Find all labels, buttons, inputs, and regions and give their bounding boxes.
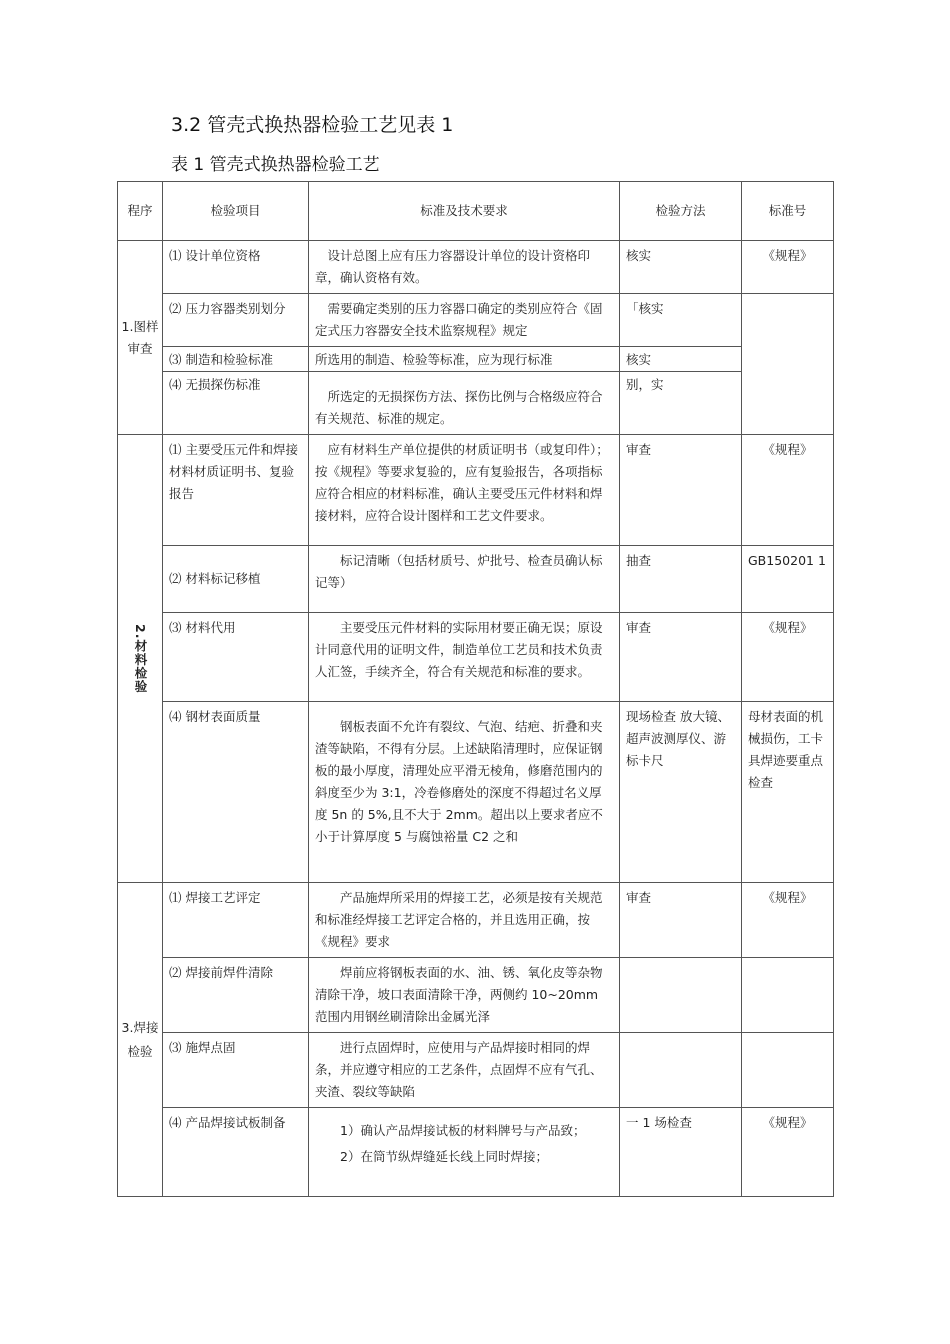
- req-cell: 所选用的制造、检验等标准，应为现行标准: [309, 347, 620, 372]
- req-cell: 进行点固焊时，应使用与产品焊接时相同的焊条，并应遵守相应的工艺条件，点固焊不应有气孔、夹渣、裂纹等缺陷: [309, 1033, 620, 1108]
- table-row: [118, 546, 834, 613]
- table-row: [118, 372, 834, 435]
- item-cell: ⑵ 材料标记移植: [163, 546, 309, 613]
- req-cell: 需要确定类别的压力容器口确定的类别应符合《固定式压力容器安全技术监察规程》规定: [309, 294, 620, 347]
- section-heading: 3.2 管壳式换热器检验工艺见表 1: [171, 114, 454, 136]
- inspection-table: [117, 181, 834, 1197]
- item-cell: ⑷ 产品焊接试板制备: [163, 1108, 309, 1197]
- std-cell: 《规程》: [742, 1108, 834, 1197]
- table-row: [118, 294, 834, 347]
- item-cell: ⑶ 材料代用: [163, 613, 309, 702]
- item-cell: ⑵ 焊接前焊件清除: [163, 958, 309, 1033]
- table-row: [118, 347, 834, 372]
- req-cell: 应有材料生产单位提供的材质证明书（或复印件）；按《规程》等要求复验的，应有复验报告，各项指标应符合相应的材料标准，确认主要受压元件材料和焊接材料，应符合设计图样和工艺文件要求。: [309, 435, 620, 546]
- header-item: 检验项目: [163, 182, 309, 241]
- std-cell: 《规程》: [742, 241, 834, 294]
- method-cell: 核实: [620, 347, 742, 372]
- table-row: [118, 1108, 834, 1197]
- seq-cell-3: 3.焊接检验: [118, 883, 163, 1197]
- std-cell: GB150201 1: [742, 546, 834, 613]
- item-cell: ⑷ 无损探伤标准: [163, 372, 309, 435]
- seq-cell-1: 1.图样审查: [118, 241, 163, 435]
- table-row: [118, 883, 834, 958]
- item-cell: ⑴ 焊接工艺评定: [163, 883, 309, 958]
- method-cell: 核实: [620, 241, 742, 294]
- method-cell: 现场检查 放大镜、超声波测厚仪、游标卡尺: [620, 702, 742, 883]
- std-cell: [742, 958, 834, 1033]
- table-header-row: [118, 182, 834, 241]
- req-cell: 所选定的无损探伤方法、探伤比例与合格级应符合有关规范、标准的规定。: [309, 372, 620, 435]
- req-cell: 钢板表面不允许有裂纹、气泡、结疤、折叠和夹渣等缺陷，不得有分层。上述缺陷清理时，应保证钢板的最小厚度，清理处应平滑无棱角，修磨范围内的斜度至少为 3:1，冷卷修磨处的深度不得超过名义厚度 5n 的 5%,且不大于 2mm。超出以上要求者应不小于计算厚度 5 与腐蚀裕量 C2 之和: [309, 702, 620, 883]
- method-cell: 一 1 场检查: [620, 1108, 742, 1197]
- req-cell: [309, 1108, 620, 1197]
- req-cell: 焊前应将钢板表面的水、油、锈、氧化皮等杂物清除干净，坡口表面清除干净，两侧约 10~20mm 范围内用钢丝刷清除出金属光泽: [309, 958, 620, 1033]
- method-cell: 审查: [620, 883, 742, 958]
- method-cell: 别，实: [620, 372, 742, 435]
- method-cell: 抽查: [620, 546, 742, 613]
- method-cell: [620, 958, 742, 1033]
- item-cell: ⑶ 制造和检验标准: [163, 347, 309, 372]
- std-cell: 《规程》: [742, 883, 834, 958]
- item-cell: ⑶ 施焊点固: [163, 1033, 309, 1108]
- req-line-2: 2）在筒节纵焊缝延长线上同时焊接；: [340, 1149, 548, 1164]
- item-cell: ⑵ 压力容器类别划分: [163, 294, 309, 347]
- req-cell: 主要受压元件材料的实际用材要正确无误；原设计同意代用的证明文件，制造单位工艺员和技术负责人汇签，手续齐全，符合有关规范和标准的要求。: [309, 613, 620, 702]
- seq-label-2: 2.材料检验: [133, 623, 148, 694]
- req-cell: 设计总图上应有压力容器设计单位的设计资格印章，确认资格有效。: [309, 241, 620, 294]
- req-line-1: 1）确认产品焊接试板的材料牌号与产品致；: [340, 1123, 586, 1138]
- std-cell: [742, 1033, 834, 1108]
- method-cell: 审查: [620, 613, 742, 702]
- std-cell: 《规程》: [742, 435, 834, 546]
- header-seq: 程序: [118, 182, 163, 241]
- table-row: [118, 435, 834, 546]
- method-cell: [620, 1033, 742, 1108]
- item-cell: ⑴ 设计单位资格: [163, 241, 309, 294]
- std-cell: 母材表面的机械损伤，工卡具焊迹要重点检查: [742, 702, 834, 883]
- method-cell: 审查: [620, 435, 742, 546]
- item-cell: ⑴ 主要受压元件和焊接材料材质证明书、复验报告: [163, 435, 309, 546]
- std-cell: 《规程》: [742, 613, 834, 702]
- req-cell: 产品施焊所采用的焊接工艺，必须是按有关规范和标准经焊接工艺评定合格的，并且选用正确，按《规程》要求: [309, 883, 620, 958]
- seq-cell-2: [118, 435, 163, 883]
- method-cell: 「核实: [620, 294, 742, 347]
- table-caption: 表 1 管壳式换热器检验工艺: [171, 155, 380, 175]
- item-cell: ⑷ 钢材表面质量: [163, 702, 309, 883]
- req-cell: 标记清晰（包括材质号、炉批号、检查员确认标记等）: [309, 546, 620, 613]
- header-method: 检验方法: [620, 182, 742, 241]
- table-row: [118, 1033, 834, 1108]
- table-row: [118, 613, 834, 702]
- std-cell: [742, 294, 834, 435]
- table-row: [118, 241, 834, 294]
- header-std: 标准号: [742, 182, 834, 241]
- table-row: [118, 702, 834, 883]
- table-row: [118, 958, 834, 1033]
- header-req: 标准及技术要求: [309, 182, 620, 241]
